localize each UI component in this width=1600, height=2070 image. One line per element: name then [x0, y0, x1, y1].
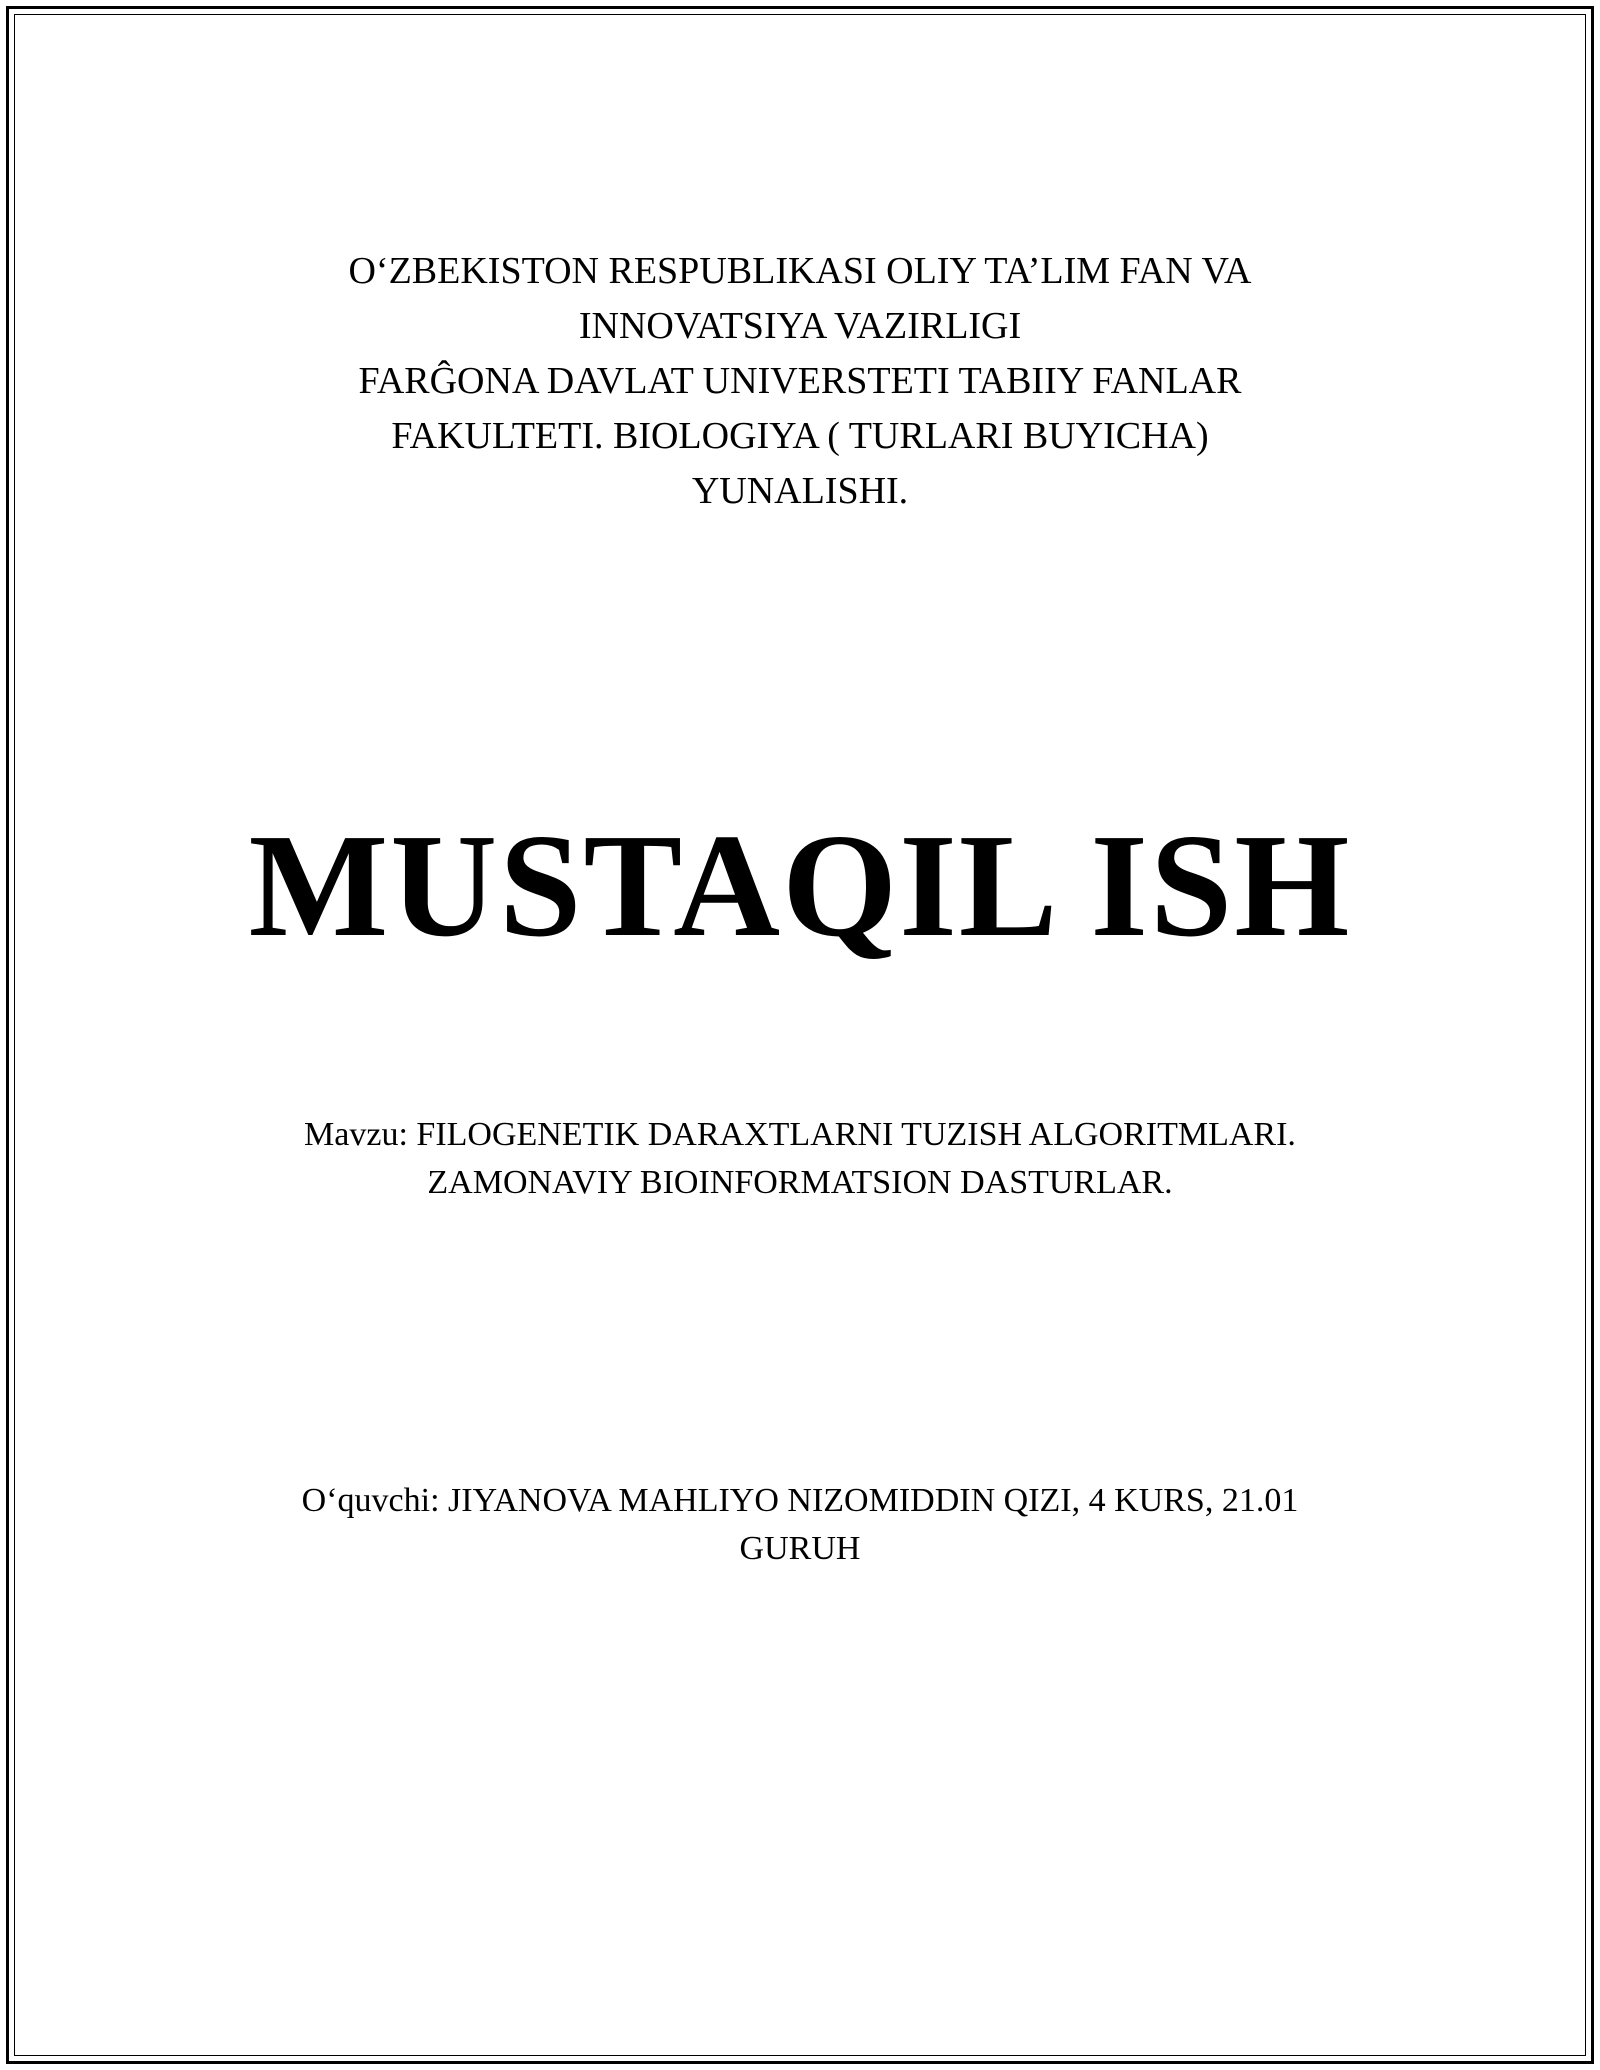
- institution-header: [0, 244, 1600, 519]
- student-line: GURUH: [739, 1530, 861, 1567]
- header-line: FAKULTETI. BIOLOGIYA ( TURLARI BUYICHA): [391, 415, 1209, 457]
- header-line: O‘ZBEKISTON RESPUBLIKASI OLIY TA’LIM FAN VA: [348, 250, 1252, 292]
- topic-line: ZAMONAVIY BIOINFORMATSION DASTURLAR.: [427, 1164, 1173, 1201]
- document-title: MUSTAQIL ISH: [248, 804, 1352, 968]
- topic-line: Mavzu: FILOGENETIK DARAXTLARNI TUZISH ALGORITMLARI.: [304, 1116, 1296, 1153]
- topic-block: [0, 1111, 1600, 1207]
- header-line: INNOVATSIYA VAZIRLIGI: [578, 305, 1022, 347]
- header-line: FARĜONA DAVLAT UNIVERSTETI TABIIY FANLAR: [358, 360, 1242, 402]
- student-block: [0, 1477, 1600, 1573]
- student-line: O‘quvchi: JIYANOVA MAHLIYO NIZOMIDDIN QIZI, 4 KURS, 21.01: [301, 1482, 1299, 1519]
- header-line: YUNALISHI.: [691, 470, 909, 512]
